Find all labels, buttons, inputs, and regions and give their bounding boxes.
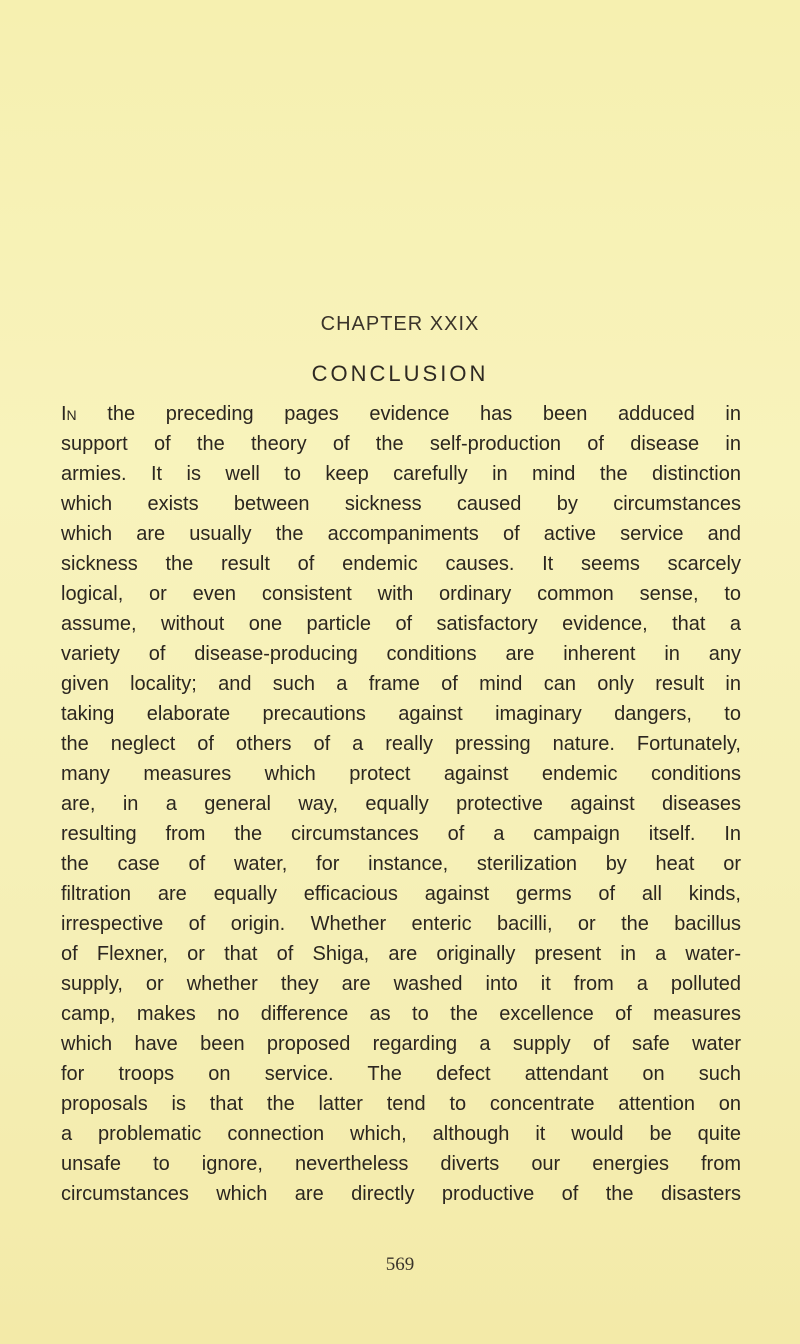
text-line	[61, 399, 741, 429]
text-line: which exists between sickness caused by circumstances	[61, 493, 741, 515]
text-line: filtration are equally efficacious against germs of all kinds,	[61, 883, 741, 905]
opening-word: In	[61, 403, 77, 425]
text-line: circumstances which are directly productive of the disasters	[61, 1183, 741, 1205]
page-number: 569	[385, 1254, 415, 1275]
text-line: armies. It is well to keep carefully in mind the distinction	[61, 463, 741, 485]
text-line: assume, without one particle of satisfactory evidence, that a	[61, 613, 741, 635]
text-line: taking elaborate precautions against imaginary dangers, to	[61, 703, 741, 725]
text-line: camp, makes no difference as to the excellence of measures	[61, 1003, 741, 1025]
chapter-title: CONCLUSION	[311, 361, 489, 386]
text-line: the case of water, for instance, sterilization by heat or	[61, 853, 741, 875]
text-line: of Flexner, or that of Shiga, are originally present in a water-	[61, 943, 741, 965]
text-line: irrespective of origin. Whether enteric bacilli, or the bacillus	[61, 913, 741, 935]
text-line: logical, or even consistent with ordinary common sense, to	[61, 583, 741, 605]
text-line: resulting from the circumstances of a campaign itself. In	[61, 823, 741, 845]
text-line: supply, or whether they are washed into it from a polluted	[61, 973, 741, 995]
text-line: unsafe to ignore, nevertheless diverts our energies from	[61, 1153, 741, 1175]
text-line: are, in a general way, equally protective against diseases	[61, 793, 741, 815]
text-line: which have been proposed regarding a supply of safe water	[61, 1033, 741, 1055]
text-line: a problematic connection which, although it would be quite	[61, 1123, 741, 1145]
text-line: proposals is that the latter tend to concentrate attention on	[61, 1093, 741, 1115]
text-line: for troops on service. The defect attendant on such	[61, 1063, 741, 1085]
first-line-rest: the preceding pages evidence has been adduced in	[76, 403, 741, 425]
text-line: support of the theory of the self-production of disease in	[61, 433, 741, 455]
text-line: the neglect of others of a really pressing nature. Fortunately,	[61, 733, 741, 755]
text-line: sickness the result of endemic causes. It seems scarcely	[61, 553, 741, 575]
body-paragraph	[61, 399, 741, 1209]
chapter-number: CHAPTER XXIX	[320, 313, 480, 335]
text-line: many measures which protect against endemic conditions	[61, 763, 741, 785]
text-line: variety of disease-producing conditions are inherent in any	[61, 643, 741, 665]
text-line: given locality; and such a frame of mind can only result in	[61, 673, 741, 695]
text-line: which are usually the accompaniments of active service and	[61, 523, 741, 545]
